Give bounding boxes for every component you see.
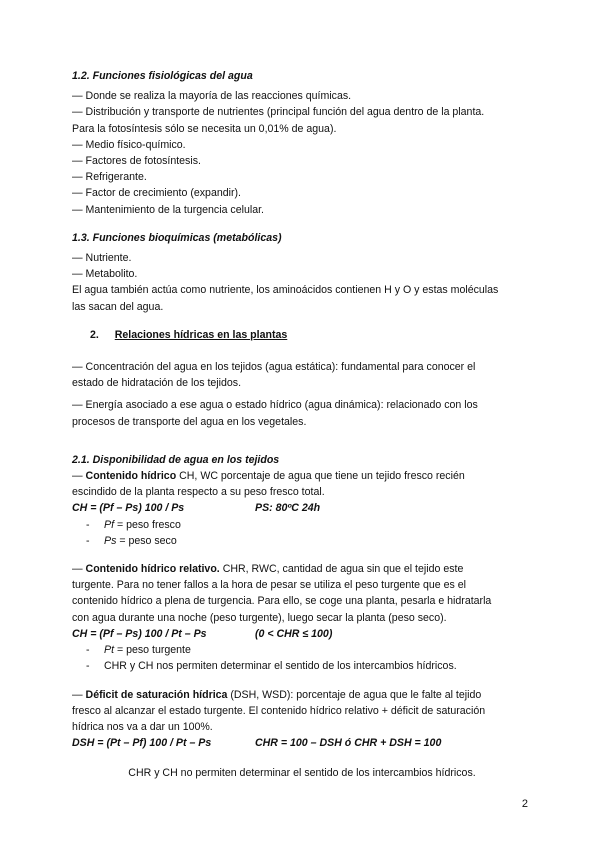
dsh-formula-line [72,735,532,751]
pf-text: = peso fresco [114,518,181,531]
paragraph-line: hídrica nos va a dar un 100%. [72,720,213,733]
document-page [72,68,532,782]
pt-symbol: Pt [104,644,115,657]
ps-text: = peso seco [116,534,177,547]
paragraph-line: estado de hidratación de los tejidos. [72,377,242,390]
paragraph-line: — Concentración del agua en los tejidos (agua estática): fundamental para conocer el [72,361,476,374]
ch-definition [72,468,532,484]
dash: — [72,688,83,701]
ch-formula-line [72,500,532,516]
ch-term: Contenido hídrico [85,470,177,483]
dsh-term: Déficit de saturación hídrica [85,688,228,701]
section-2-title: Relaciones hídricas en las plantas [114,328,288,341]
sub-item: - Pf = peso fresco [86,518,181,531]
chr-note: CHR y CH nos permiten determinar el sentido de los intercambios hídricos. [104,660,457,673]
section-1-3-heading: 1.3. Funciones bioquímicas (metabólicas) [72,231,282,244]
paragraph-line: turgente. Para no tener fallos a la hora de pesar se utiliza el peso turgente que es el [72,579,466,592]
paragraph-line: con agua durante una noche (peso turgente), luego secar la planta (peso seco). [72,611,447,624]
chr-formula-line [72,626,532,642]
ps-symbol: Ps [104,534,117,547]
ch-formula: CH = (Pf – Ps) 100 / Ps [72,502,185,515]
list-item: — Nutriente. [72,252,132,265]
dash: — [72,470,83,483]
dsh-definition [72,687,532,703]
chr-text: CHR, RWC, cantidad de agua sin que el tejido este [219,563,464,576]
chr-range: (0 < CHR ≤ 100) [255,627,333,640]
chr-definition [72,561,532,577]
list-item: Para la fotosíntesis sólo se necesita un 0,01% de agua). [72,122,337,135]
sub-item: - CHR y CH nos permiten determinar el sentido de los intercambios hídricos. [86,660,457,673]
paragraph-line: las sacan del agua. [72,300,164,313]
paragraph-line: — Energía asociado a ese agua o estado hídrico (agua dinámica): relacionado con los [72,399,478,412]
dsh-text: (DSH, WSD): porcentaje de agua que le falte al tejido [227,688,482,701]
paragraph-line: procesos de transporte del agua en los vegetales. [72,415,307,428]
pt-text: = peso turgente [114,644,191,657]
paragraph-line: fresco al alcanzar el estado turgente. El contenido hídrico relativo + déficit de saturación [72,704,486,717]
list-item: — Factores de fotosíntesis. [72,155,201,168]
list-item: — Mantenimiento de la turgencia celular. [72,203,264,216]
list-item: — Medio físico-químico. [72,138,186,151]
section-2-1-heading: 2.1. Disponibilidad de agua en los tejidos [72,453,280,466]
section-2-heading [72,327,532,343]
page-number: 2 [521,798,528,810]
ch-text: CH, WC porcentaje de agua que tiene un tejido fresco recién [176,470,465,483]
section-1-2-heading: 1.2. Funciones fisiológicas del agua [72,70,253,82]
dsh-formula: DSH = (Pt – Pf) 100 / Pt – Ps [72,737,212,750]
chr-term: Contenido hídrico relativo. [85,563,220,576]
list-item: — Donde se realiza la mayoría de las reacciones químicas. [72,90,352,103]
list-item: — Distribución y transporte de nutrientes (principal función del agua dentro de la planta. [72,106,485,119]
list-item: — Metabolito. [72,268,138,281]
ps-condition: PS: 80ºC 24h [255,502,321,515]
dash: — [72,563,83,576]
paragraph-line: El agua también actúa como nutriente, los aminoácidos contienen H y O y estas moléculas [72,284,499,297]
sub-item: - Ps = peso seco [86,534,177,547]
pf-symbol: Pf [104,518,115,531]
list-item: — Factor de crecimiento (expandir). [72,187,241,200]
paragraph-line: escindido de la planta respecto a su peso fresco total. [72,486,325,499]
section-2-number: 2. [90,328,99,341]
closing-note: CHR y CH no permiten determinar el sentido de los intercambios hídricos. [128,767,476,780]
dsh-formula-2: CHR = 100 – DSH ó CHR + DSH = 100 [255,737,442,750]
paragraph-line: contenido hídrico a plena de turgencia. Para ello, se coge una planta, pesarla e hidratarla [72,595,492,608]
chr-formula: CH = (Pf – Ps) 100 / Pt – Ps [72,627,207,640]
sub-item: - Pt = peso turgente [86,644,191,657]
list-item: — Refrigerante. [72,171,147,184]
